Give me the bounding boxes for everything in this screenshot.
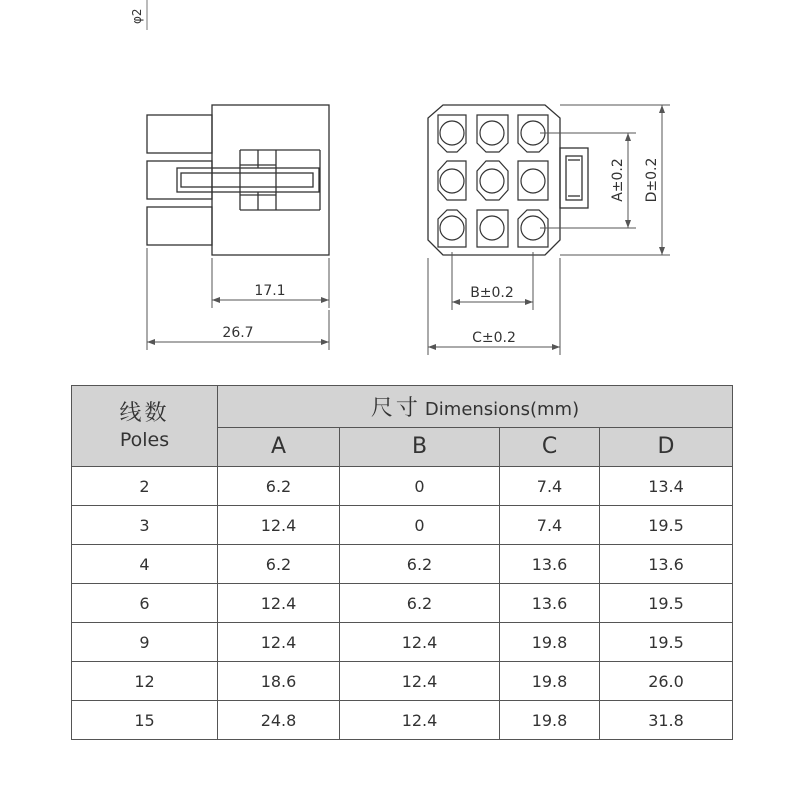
cell-poles: 15 [72, 701, 218, 740]
cell-poles: 6 [72, 584, 218, 623]
top-marker [130, 0, 147, 30]
cell-c: 13.6 [500, 584, 600, 623]
cell-a: 24.8 [218, 701, 340, 740]
dimensions-header-en: Dimensions(mm) [424, 398, 580, 420]
side-body [212, 105, 329, 255]
column-header-b: B [340, 427, 500, 467]
front-latch-inner [566, 156, 582, 200]
dimensions-table-wrap [71, 385, 733, 740]
table-row [72, 467, 733, 506]
cavity [477, 161, 508, 200]
dim-26-7-label: 26.7 [222, 325, 254, 341]
side-view [147, 105, 329, 255]
cell-a: 12.4 [218, 623, 340, 662]
dim-17-1-label: 17.1 [254, 283, 286, 299]
cavity [477, 210, 508, 247]
connector-drawing [0, 0, 800, 380]
cell-c: 19.8 [500, 662, 600, 701]
cavity [477, 115, 508, 152]
cell-d: 19.5 [600, 506, 733, 545]
cell-d: 26.0 [600, 662, 733, 701]
cell-c: 7.4 [500, 506, 600, 545]
cavity [438, 210, 466, 247]
cell-b: 6.2 [340, 584, 500, 623]
cell-c: 19.8 [500, 623, 600, 662]
side-latch-outer [177, 168, 319, 192]
dim-c-label: C±0.2 [472, 330, 516, 346]
cavity [438, 161, 466, 200]
cell-b: 6.2 [340, 545, 500, 584]
cell-d: 13.4 [600, 467, 733, 506]
cell-a: 6.2 [218, 467, 340, 506]
dim-d-label: D±0.2 [644, 157, 660, 203]
side-pin-top [147, 115, 212, 153]
cell-a: 12.4 [218, 506, 340, 545]
dimensions-header-zh: 尺寸 [370, 395, 421, 421]
column-header-c: C [500, 427, 600, 467]
front-housing [428, 105, 560, 255]
cell-d: 13.6 [600, 545, 733, 584]
dimensions-table [71, 385, 733, 740]
poles-header-en: Poles [119, 429, 170, 451]
top-marker-label: φ2 [130, 8, 144, 24]
cell-a: 6.2 [218, 545, 340, 584]
cell-b: 12.4 [340, 701, 500, 740]
table-row [72, 662, 733, 701]
cavity [438, 115, 466, 152]
table-row [72, 701, 733, 740]
cell-d: 19.5 [600, 623, 733, 662]
cavity [518, 161, 548, 200]
cell-poles: 9 [72, 623, 218, 662]
front-cavities [438, 115, 548, 247]
cell-poles: 3 [72, 506, 218, 545]
cell-b: 0 [340, 467, 500, 506]
cell-a: 18.6 [218, 662, 340, 701]
front-latch [560, 148, 588, 208]
dim-b-label: B±0.2 [470, 285, 514, 301]
cell-c: 13.6 [500, 545, 600, 584]
cell-d: 31.8 [600, 701, 733, 740]
cell-poles: 2 [72, 467, 218, 506]
column-header-a: A [218, 427, 340, 467]
cell-poles: 4 [72, 545, 218, 584]
poles-header-zh: 线数 [119, 401, 170, 426]
cell-c: 19.8 [500, 701, 600, 740]
cell-b: 12.4 [340, 623, 500, 662]
cell-a: 12.4 [218, 584, 340, 623]
side-latch-inner [181, 173, 313, 187]
table-row [72, 545, 733, 584]
side-pin-middle [147, 161, 212, 199]
table-row [72, 506, 733, 545]
column-header-d: D [600, 427, 733, 467]
cell-b: 0 [340, 506, 500, 545]
cell-d: 19.5 [600, 584, 733, 623]
cell-poles: 12 [72, 662, 218, 701]
cell-b: 12.4 [340, 662, 500, 701]
table-row [72, 623, 733, 662]
poles-header [72, 386, 218, 467]
dim-a-label: A±0.2 [610, 158, 626, 202]
cell-c: 7.4 [500, 467, 600, 506]
table-row [72, 584, 733, 623]
side-pin-bottom [147, 207, 212, 245]
dimensions-header [218, 386, 733, 428]
